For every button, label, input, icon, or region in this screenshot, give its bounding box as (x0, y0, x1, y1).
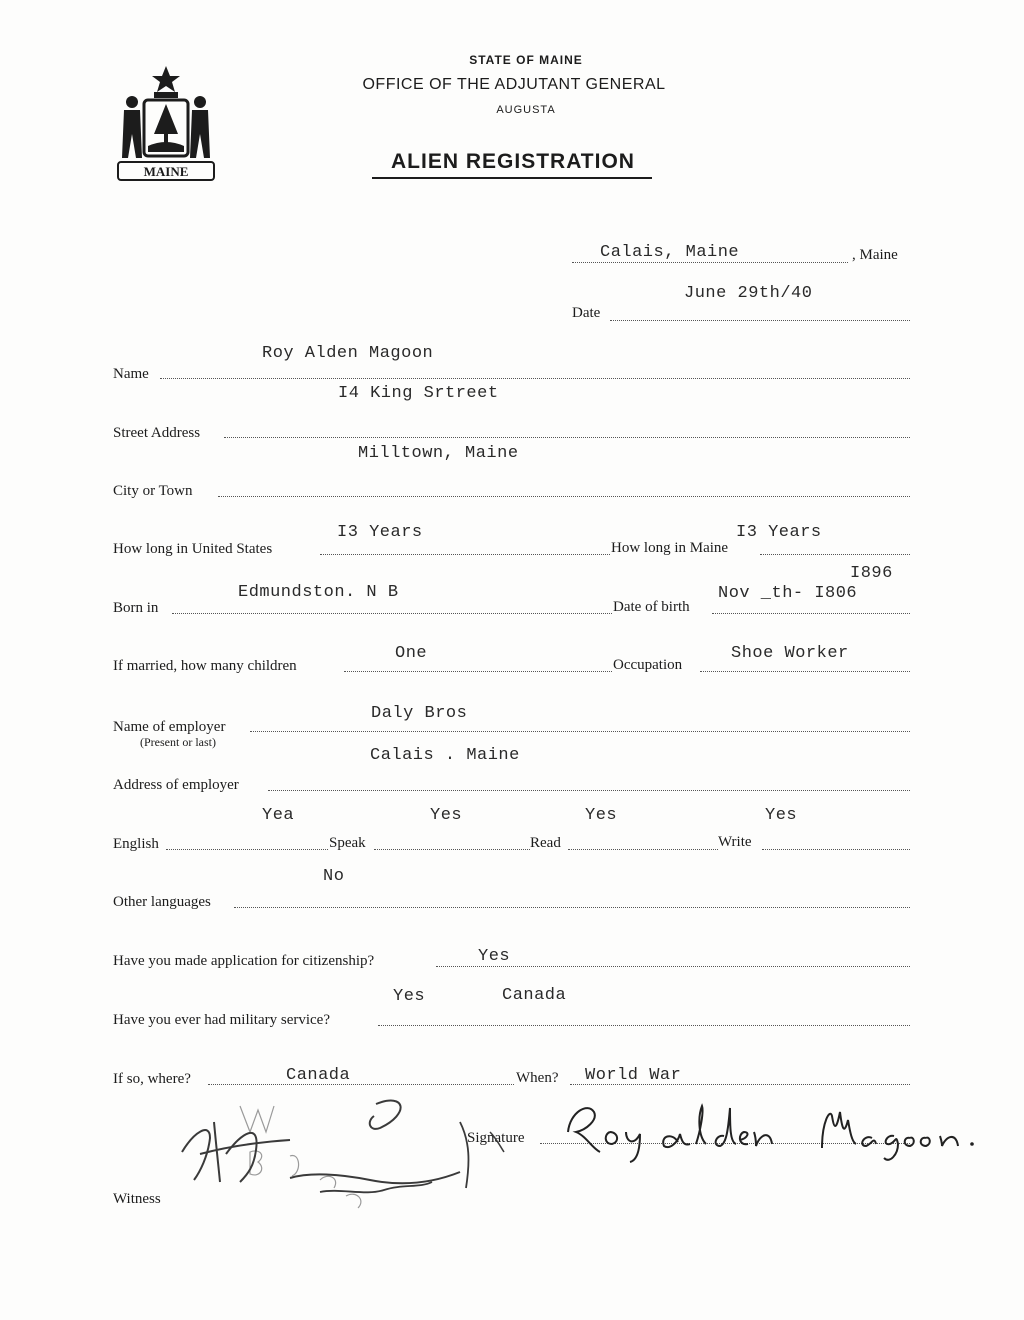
write-line (762, 849, 910, 850)
born-line (172, 613, 612, 614)
children-value: One (395, 644, 428, 663)
english-label: English (113, 836, 159, 852)
us-duration-label: How long in United States (113, 541, 273, 557)
other-languages-value: No (323, 867, 345, 886)
when-value: World War (585, 1066, 682, 1085)
signature-label: Signature (467, 1130, 525, 1146)
witness-stamp-and-signature (170, 1092, 510, 1242)
speak-label: Speak (329, 835, 366, 851)
other-languages-line (234, 907, 910, 908)
city-heading: AUGUSTA (496, 104, 556, 116)
applicant-signature (560, 1092, 990, 1166)
date-label: Date (572, 305, 601, 321)
place-line (572, 262, 848, 263)
name-value: Roy Alden Magoon (262, 344, 434, 363)
english-value: Yea (262, 806, 295, 825)
occupation-line (700, 671, 910, 672)
occupation-label: Occupation (613, 657, 683, 673)
street-label: Street Address (113, 425, 201, 441)
military-label: Have you ever had military service? (113, 1012, 330, 1028)
city-label: City or Town (113, 483, 193, 499)
date-line (610, 320, 910, 321)
where-line (208, 1084, 514, 1085)
children-line (344, 671, 612, 672)
when-label: When? (516, 1070, 559, 1086)
employer-value: Daly Bros (371, 704, 468, 723)
english-line (166, 849, 328, 850)
form-title: ALIEN REGISTRATION (391, 150, 635, 173)
other-languages-label: Other languages (113, 894, 211, 910)
name-line (160, 378, 910, 379)
witness-label: Witness (113, 1191, 161, 1207)
maine-duration-label: How long in Maine (611, 540, 729, 556)
where-value: Canada (286, 1066, 351, 1085)
born-label: Born in (113, 600, 159, 616)
name-label: Name (113, 366, 149, 382)
speak-line (374, 849, 530, 850)
office-heading: OFFICE OF THE ADJUTANT GENERAL (362, 76, 666, 93)
citizenship-line (436, 966, 910, 967)
employer-line (250, 731, 910, 732)
read-line (568, 849, 718, 850)
street-value: I4 King Srtreet (338, 384, 499, 403)
write-label: Write (718, 834, 752, 850)
employer-address-value: Calais . Maine (370, 746, 520, 765)
dob-line (712, 613, 910, 614)
street-line (224, 437, 910, 438)
maine-duration-value: I3 Years (736, 523, 822, 542)
military-line (378, 1025, 910, 1026)
where-label: If so, where? (113, 1071, 191, 1087)
children-label: If married, how many children (113, 658, 297, 674)
city-value: Milltown, Maine (358, 444, 519, 463)
maine-duration-line (760, 554, 910, 555)
date-value: June 29th/40 (684, 284, 813, 303)
us-duration-value: I3 Years (337, 523, 423, 542)
citizenship-label: Have you made application for citizenship? (113, 953, 375, 969)
write-value: Yes (765, 806, 798, 825)
employer-label: Name of employer (113, 719, 226, 735)
state-heading: STATE OF MAINE (469, 53, 583, 67)
read-value: Yes (585, 806, 618, 825)
title-underline (372, 177, 652, 179)
speak-value: Yes (430, 806, 463, 825)
place-value: Calais, Maine (600, 243, 740, 262)
place-suffix-label: , Maine (852, 247, 898, 263)
born-value: Edmundston. N B (238, 583, 399, 602)
occupation-value: Shoe Worker (731, 644, 849, 663)
military-answer: Yes (393, 987, 426, 1006)
city-line (218, 496, 910, 497)
dob-correction: I896 (850, 564, 893, 583)
dob-label: Date of birth (613, 599, 690, 615)
military-country: Canada (502, 986, 567, 1005)
seal-banner-text: MAINE (143, 164, 189, 179)
employer-note: (Present or last) (140, 735, 216, 749)
citizenship-value: Yes (478, 947, 511, 966)
read-label: Read (530, 835, 561, 851)
us-duration-line (320, 554, 610, 555)
dob-value: Nov _th- I806 (718, 584, 858, 603)
employer-address-line (268, 790, 910, 791)
employer-address-label: Address of employer (113, 777, 239, 793)
